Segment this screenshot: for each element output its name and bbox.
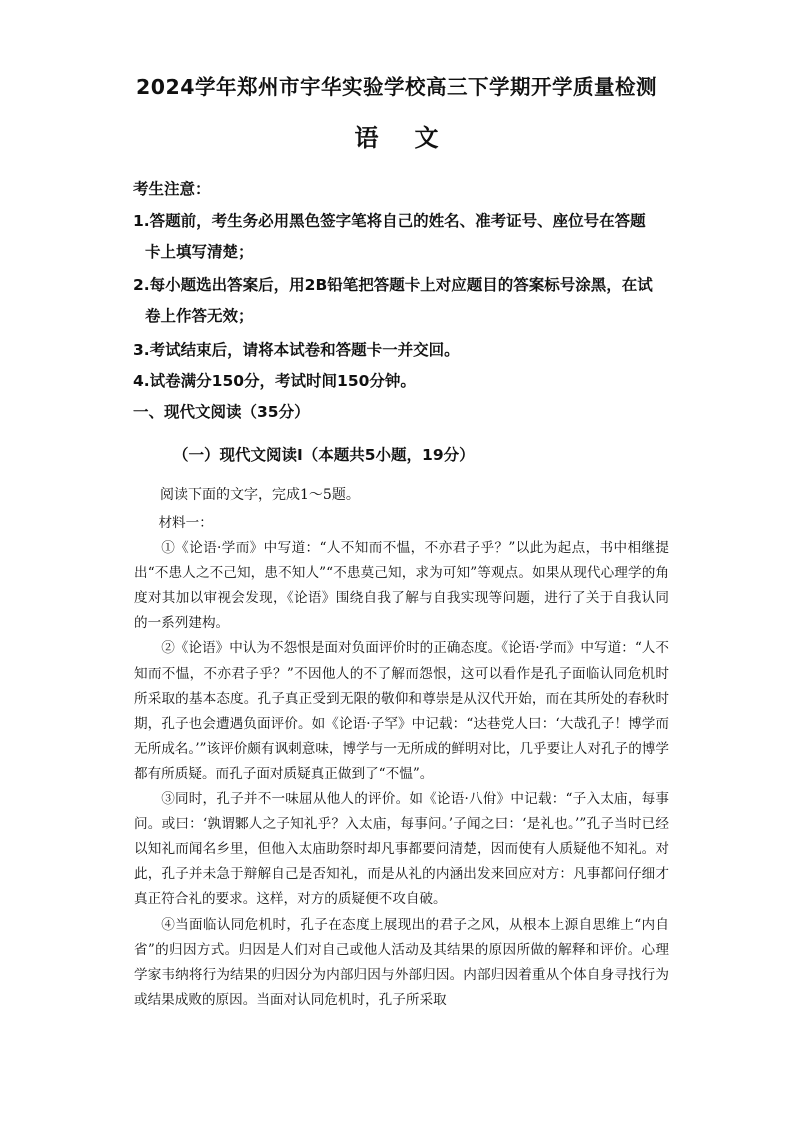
passage-paragraph-1: ①《论语·学而》中写道：“人不知而不愠，不亦君子乎？”以此为起点，书中相继提出“不患人之不己知，患不知人”“不患莫己知，求为可知”等观点。如果从现代心理学的角度对其加以审视会发现，《论语》围绕自我了解与自我实现等问题，进行了关于自我认同的一系列建构。 bbox=[134, 540, 669, 632]
notice-item-4 bbox=[133, 366, 678, 397]
passage-paragraph-4: ④当面临认同危机时，孔子在态度上展现出的君子之风，从根本上源自思维上“内自省”的归因方式。归因是人们对自己或他人活动及其结果的原因所做的解释和评价。心理学家韦纳将行为结果的归因分为内部归因与外部归因。内部归因着重从个体自身寻找行为或结果成败的原因。当面对认同危机时，孔子所采取 bbox=[134, 916, 669, 1008]
notice-item-3-line1: 3.考试结束后，请将本试卷和答题卡一并交回。 bbox=[133, 341, 460, 359]
subsection-title: （一）现代文阅读Ⅰ（本题共5小题，19分） bbox=[173, 446, 475, 464]
notice-item-4-line1: 4.试卷满分150分，考试时间150分钟。 bbox=[133, 372, 416, 390]
notice-heading: 考生注意： bbox=[133, 180, 211, 198]
section-title: 一、现代文阅读（35分） bbox=[133, 403, 310, 421]
notice-item-2-line1: 2.每小题选出答案后，用2B铅笔把答题卡上对应题目的答案标号涂黑，在试 bbox=[133, 276, 653, 294]
notice-item-2-line2: 卷上作答无效； bbox=[145, 307, 254, 325]
notice-item-2 bbox=[133, 270, 678, 332]
passage-paragraph-2: ②《论语》中认为不怨恨是面对负面评价时的正确态度。《论语·学而》中写道：“人不知而不愠，不亦君子乎？”不因他人的不了解而怨恨，这可以看作是孔子面临认同危机时所采取的基本态度。孔子真正受到无限的敬仰和尊崇是从汉代开始，而在其所处的春秋时期，孔子也会遭遇负面评价。如《论语·子罕》中记载：“达巷党人曰：‘大哉孔子！博学而无所成名。’”该评价颇有讽刺意味，博学与一无所成的鲜明对比，几乎要让人对孔子的博学都有所质疑。而孔子面对质疑真正做到了“不愠”。 bbox=[134, 640, 669, 782]
exam-title: 2024学年郑州市宇华实验学校高三下学期开学质量检测 bbox=[135, 75, 658, 99]
notice-item-1 bbox=[133, 206, 678, 268]
reading-instruction: 阅读下面的文字，完成1～5题。 bbox=[160, 487, 360, 503]
passage-paragraph-3: ③同时，孔子并不一味屈从他人的评价。如《论语·八佾》中记载：“子入太庙，每事问。或曰：‘孰谓鄹人之子知礼乎？入太庙，每事问。’子闻之曰：‘是礼也。’”孔子当时已经以知礼而闻名乡里，但他入太庙助祭时却凡事都要问清楚，因而使有人质疑他不知礼。对此，孔子并未急于辩解自己是否知礼，而是从礼的内涵出发来回应对方：凡事都问仔细才真正符合礼的要求。这样，对方的质疑便不攻自破。 bbox=[134, 791, 669, 908]
notice-item-1-line1: 1.答题前，考生务必用黑色签字笔将自己的姓名、准考证号、座位号在答题 bbox=[133, 212, 646, 230]
notice-item-3 bbox=[133, 335, 678, 366]
notice-item-1-line2: 卡上填写清楚； bbox=[145, 243, 254, 261]
reading-passage bbox=[134, 511, 669, 1013]
material-label: 材料一： bbox=[158, 515, 213, 531]
subject-title: 语文 bbox=[354, 124, 475, 152]
